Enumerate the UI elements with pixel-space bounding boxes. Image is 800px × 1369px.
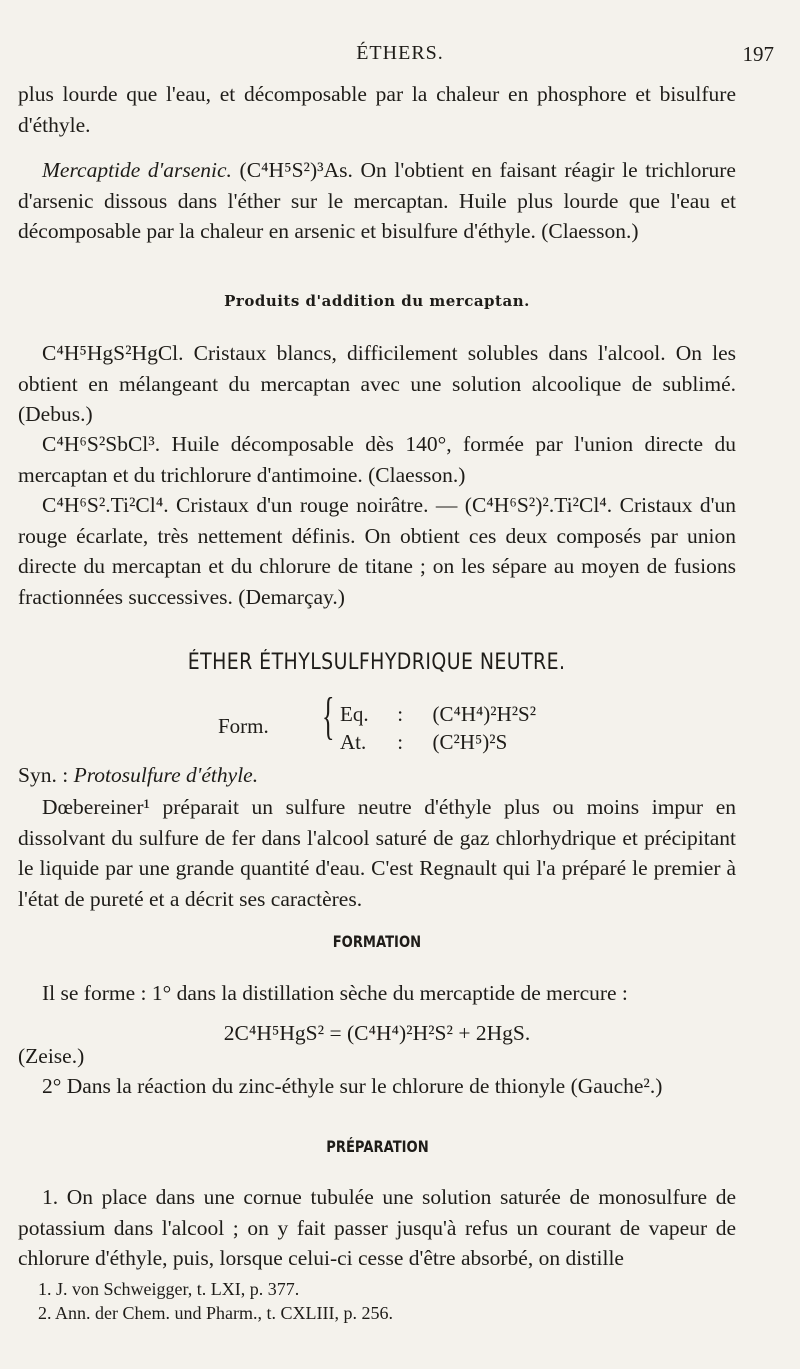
compound-heading	[18, 647, 736, 679]
footnote-2: 2. Ann. der Chem. und Pharm., t. CXLIII, p. 256.	[38, 1303, 393, 1323]
formula-sep: :	[397, 730, 404, 754]
section-heading	[18, 925, 736, 958]
synonym-value: Protosulfure d'éthyle.	[73, 763, 259, 787]
synonym-label: Syn. :	[18, 763, 74, 787]
paragraph-text: Dœbereiner¹ préparait un sulfure neutre d'éthyle plus ou moins impur en dissolvant du sulfure de fer dans l'alcool saturé de gaz chlorhydrique et précipitant le liquide par une grande quantité d'eau. C'est Regnault qui l'a préparé le premier à l'état de pureté et a décrit ses caractères.	[18, 795, 736, 911]
formula-eq-key: Eq.	[340, 702, 369, 726]
formula-label: Form.	[218, 714, 269, 738]
citation-zeise	[18, 1041, 736, 1072]
paragraph-text: 1. On place dans une cornue tubulée une solution saturée de monosulfure de potassium dans l'alcool ; on y fait passer jusqu'à refus un courant de vapeur de chlorure d'éthyle, puis, lorsque celui-ci cesse d'être absorbé, on distille	[18, 1185, 736, 1270]
paragraph-ti-compounds	[18, 490, 736, 612]
paragraph-text: Il se forme : 1° dans la distillation sèche du mercaptide de mercure :	[42, 981, 628, 1005]
formula-eq-row	[340, 702, 536, 727]
formula-at-value: (C²H⁵)²S	[432, 730, 508, 754]
synonym-line	[18, 760, 736, 791]
paragraph-text: plus lourde que l'eau, et décomposable par la chaleur en phosphore et bisulfure d'éthyle.	[18, 82, 736, 137]
equation-text: 2C⁴H⁵HgS² = (C⁴H⁴)²H²S² + 2HgS.	[223, 1021, 531, 1045]
heading-produits: Produits d'addition du mercaptan.	[224, 292, 530, 310]
paragraph-text: (C⁴H⁵S²)³As. On l'obtient en faisant réagir le trichlorure d'arsenic dissous dans l'éther sur le mercaptan. Huile plus lourde que l'eau et décomposable par la chaleur en arsenic et bisulfure d'éthyle. (Claesson.)	[18, 158, 736, 243]
formula-at-key: At.	[340, 730, 367, 754]
section-heading	[18, 1130, 736, 1163]
heading-preparation: PRÉPARATION	[325, 1137, 429, 1156]
heading-formation: FORMATION	[332, 932, 422, 951]
heading-ether: ÉTHER ÉTHYLSULFHYDRIQUE NEUTRE.	[188, 650, 566, 675]
paragraph-text: C⁴H⁶S²SbCl³. Huile décomposable dès 140°, formée par l'union directe du mercaptan et du trichlorure d'antimoine. (Claesson.)	[18, 432, 736, 487]
paragraph-gauche	[18, 1071, 736, 1102]
paragraph-text: 2° Dans la réaction du zinc-éthyle sur le chlorure de thionyle (Gauche².)	[42, 1074, 663, 1098]
paragraph-sb-compound	[18, 429, 736, 490]
paragraph-preparation	[18, 1182, 736, 1274]
section-heading	[18, 284, 736, 317]
formula-at-row	[340, 730, 507, 755]
paragraph-hg-compound	[18, 338, 736, 430]
citation-text: (Zeise.)	[18, 1044, 85, 1068]
paragraph-text: C⁴H⁶S².Ti²Cl⁴. Cristaux d'un rouge noirâtre. — (C⁴H⁶S²)².Ti²Cl⁴. Cristaux d'un rouge écarlate, très nettement définis. On obtient ces deux composés par union directe du mercaptan et du chlorure de titane ; on les sépare au moyen de fusions fractionnées successives. (Demarçay.)	[18, 493, 736, 609]
page-number: 197	[742, 42, 774, 66]
formula-eq-value: (C⁴H⁴)²H²S²	[432, 702, 537, 726]
footnote-1: 1. J. von Schweigger, t. LXI, p. 377.	[38, 1279, 300, 1299]
paragraph-continuation	[18, 79, 736, 140]
formula-sep: :	[397, 702, 404, 726]
footnotes	[38, 1277, 738, 1325]
paragraph-dobereiner	[18, 792, 736, 914]
formula-brace: {	[322, 687, 335, 745]
paragraph-formation	[18, 978, 736, 1009]
paragraph-text: C⁴H⁵HgS²HgCl. Cristaux blancs, difficilement solubles dans l'alcool. On les obtient en mélangeant du mercaptan avec une solution alcoolique de sublimé. (Debus.)	[18, 341, 736, 426]
page-header	[0, 40, 800, 70]
formula-block	[0, 687, 800, 760]
paragraph-mercaptide-arsenic	[18, 155, 736, 247]
italic-term: Mercaptide d'arsenic.	[42, 158, 232, 182]
running-title: ÉTHERS.	[356, 42, 444, 64]
